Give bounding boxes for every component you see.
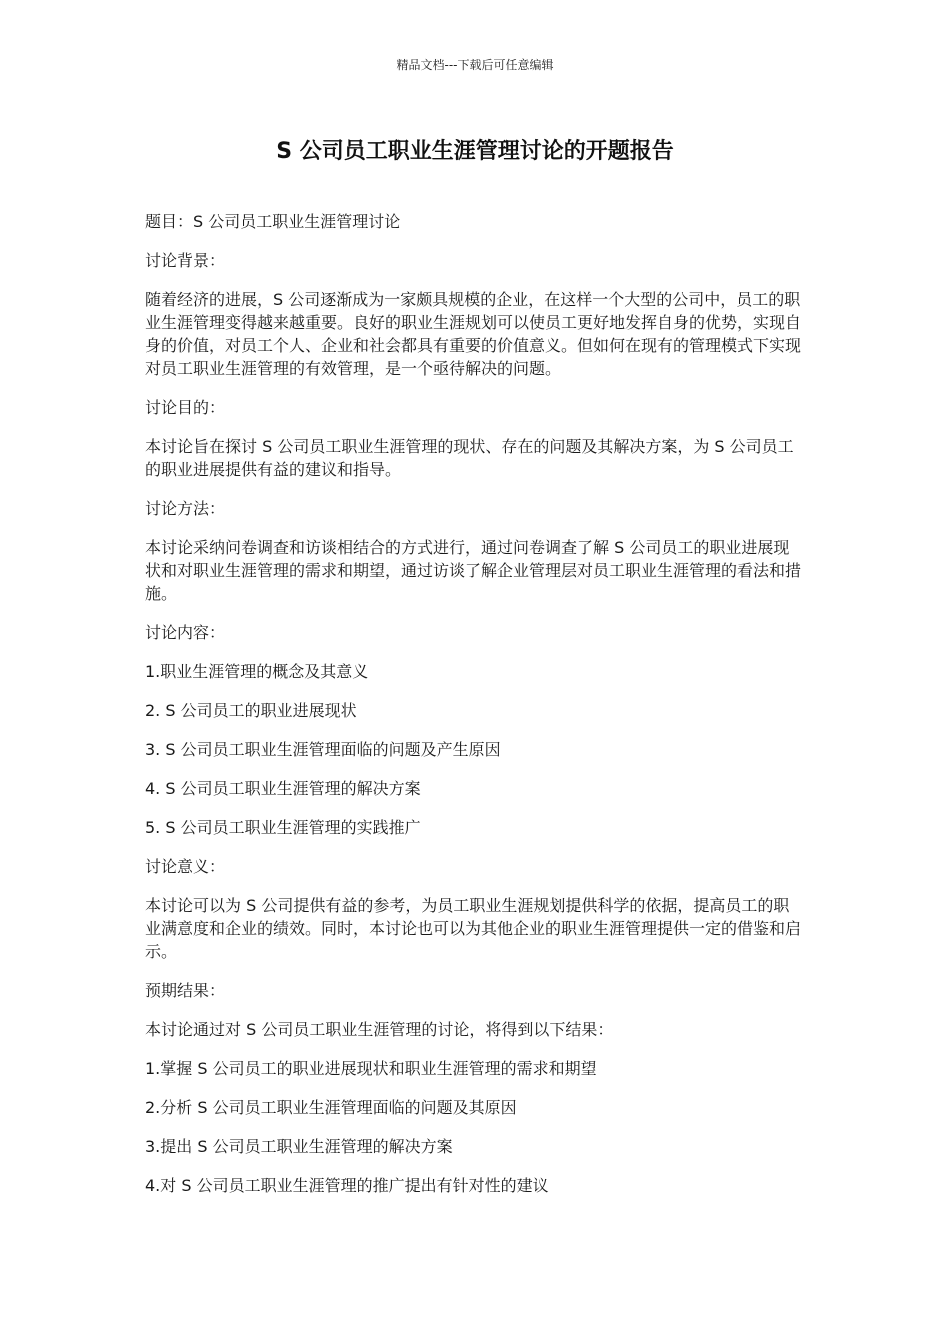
paragraph-significance: 本讨论可以为 S 公司提供有益的参考，为员工职业生涯规划提供科学的依据，提高员工的职业满意度和企业的绩效。同时，本讨论也可以为其他企业的职业生涯管理提供一定的借鉴和启示。: [145, 896, 802, 961]
list-item: 2. S 公司员工的职业进展现状: [145, 701, 357, 720]
section-heading-purpose: 讨论目的：: [145, 398, 226, 417]
section-heading-method: 讨论方法：: [145, 499, 226, 518]
paragraph-background: 随着经济的进展，S 公司逐渐成为一家颇具规模的企业，在这样一个大型的公司中，员工的职业生涯管理变得越来越重要。良好的职业生涯规划可以使员工更好地发挥自身的优势，实现自身的价值，对员工个人、企业和社会都具有重要的价值意义。但如何在现有的管理模式下实现对员工职业生涯管理的有效管理，是一个亟待解决的问题。: [145, 290, 802, 378]
list-item: 3.提出 S 公司员工职业生涯管理的解决方案: [145, 1137, 453, 1156]
list-item: 2.分析 S 公司员工职业生涯管理面临的问题及其原因: [145, 1098, 517, 1117]
list-item: 1.职业生涯管理的概念及其意义: [145, 662, 369, 681]
list-item: 1.掌握 S 公司员工的职业进展现状和职业生涯管理的需求和期望: [145, 1059, 597, 1078]
section-heading-expected-results: 预期结果：: [145, 981, 226, 1000]
header-note: 精品文档---下载后可任意编辑: [396, 58, 554, 72]
paragraph-purpose: 本讨论旨在探讨 S 公司员工职业生涯管理的现状、存在的问题及其解决方案，为 S 公司员工的职业进展提供有益的建议和指导。: [145, 437, 794, 479]
list-item: 4. S 公司员工职业生涯管理的解决方案: [145, 779, 421, 798]
paragraph-expected-results: 本讨论通过对 S 公司员工职业生涯管理的讨论，将得到以下结果：: [145, 1020, 614, 1039]
list-item: 5. S 公司员工职业生涯管理的实践推广: [145, 818, 421, 837]
section-heading-significance: 讨论意义：: [145, 857, 226, 876]
document-title: S 公司员工职业生涯管理讨论的开题报告: [276, 139, 674, 164]
section-heading-background: 讨论背景：: [145, 251, 226, 270]
document-body: [145, 210, 805, 1213]
topic-line: 题目：S 公司员工职业生涯管理讨论: [145, 212, 401, 231]
list-item: 4.对 S 公司员工职业生涯管理的推广提出有针对性的建议: [145, 1176, 549, 1195]
section-heading-content: 讨论内容：: [145, 623, 226, 642]
list-item: 3. S 公司员工职业生涯管理面临的问题及产生原因: [145, 740, 501, 759]
paragraph-method: 本讨论采纳问卷调查和访谈相结合的方式进行，通过问卷调查了解 S 公司员工的职业进展现状和对职业生涯管理的需求和期望，通过访谈了解企业管理层对员工职业生涯管理的看法和措施。: [145, 538, 802, 603]
